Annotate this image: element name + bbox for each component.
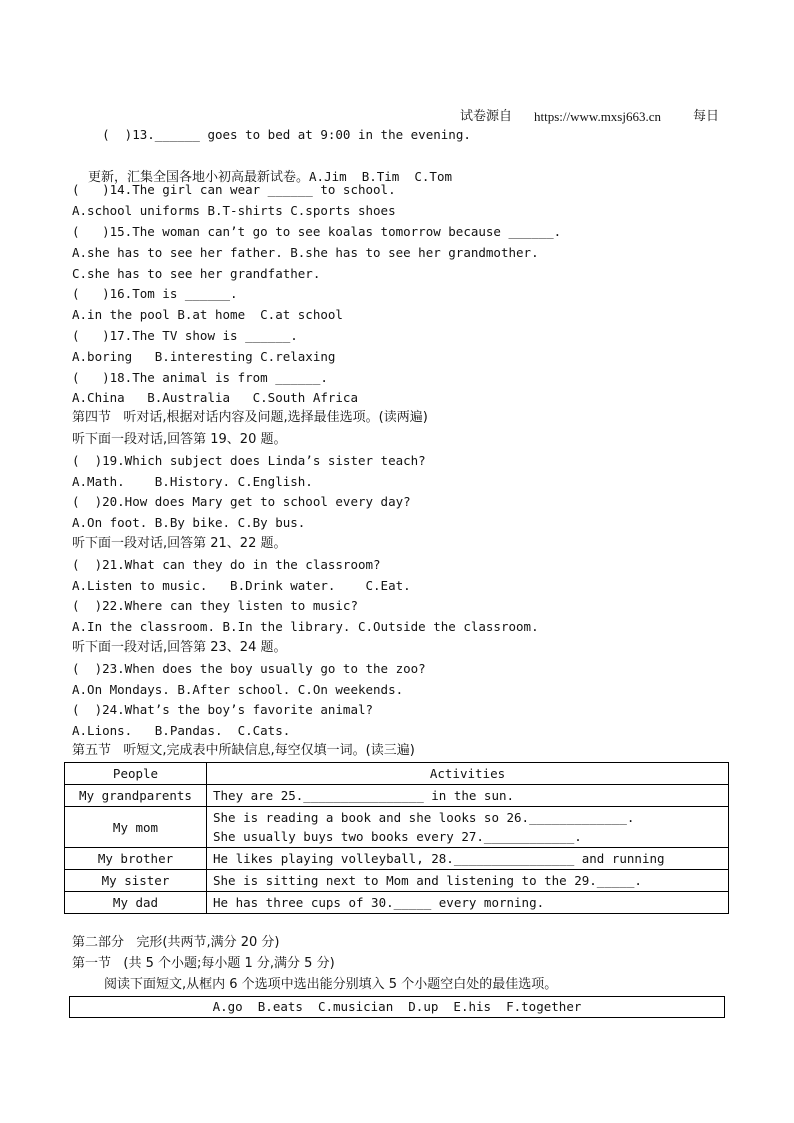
question-14: ( )14.The girl can wear ______ to school. <box>72 182 396 197</box>
question-16: ( )16.Tom is ______. <box>72 286 238 301</box>
table-row <box>65 892 729 914</box>
table-person: My mom <box>65 807 207 848</box>
table-activity: They are 25.________________ in the sun. <box>207 785 729 807</box>
question-18: ( )18.The animal is from ______. <box>72 370 328 385</box>
header-activities: Activities <box>207 763 729 785</box>
question-19: ( )19.Which subject does Linda’s sister teach? <box>72 453 426 468</box>
table-activity: He likes playing volleyball, 28.________________ and running <box>207 848 729 870</box>
question-13-options: A.Jim B.Tim C.Tom <box>309 169 453 184</box>
table-activity-multiline <box>207 807 729 848</box>
part-2-instruction: 阅读下面短文,从框内 6 个选项中选出能分别填入 5 个小题空白处的最佳选项。 <box>104 977 558 992</box>
table-person: My grandparents <box>65 785 207 807</box>
section-4-heading: 第四节 听对话,根据对话内容及问题,选择最佳选项。(读两遍) <box>72 410 428 425</box>
header-people: People <box>65 763 207 785</box>
question-23: ( )23.When does the boy usually go to the zoo? <box>72 661 426 676</box>
table-row <box>65 848 729 870</box>
dialogue-1-instruction: 听下面一段对话,回答第 19、20 题。 <box>72 432 287 447</box>
table-activity: She is sitting next to Mom and listening to the 29._____. <box>207 870 729 892</box>
section-5-heading: 第五节 听短文,完成表中所缺信息,每空仅填一词。(读三遍) <box>72 743 415 758</box>
daily-label: 每日 <box>693 109 720 124</box>
question-24-options: A.Lions. B.Pandas. C.Cats. <box>72 723 291 738</box>
table-row <box>65 785 729 807</box>
word-options-box: A.go B.eats C.musician D.up E.his F.together <box>69 996 725 1018</box>
table-row <box>65 870 729 892</box>
table-activity: He has three cups of 30._____ every morning. <box>207 892 729 914</box>
question-24: ( )24.What’s the boy’s favorite animal? <box>72 702 374 717</box>
question-14-options: A.school uniforms B.T-shirts C.sports shoes <box>72 203 396 218</box>
question-23-options: A.On Mondays. B.After school. C.On weekends. <box>72 682 404 697</box>
source-note-cn: 更新，汇集全国各地小初高最新试卷。 <box>88 170 310 185</box>
question-20-options: A.On foot. B.By bike. C.By bus. <box>72 515 306 530</box>
table-activity-line: She usually buys two books every 27.____________. <box>213 829 582 844</box>
question-15-option-c: C.she has to see her grandfather. <box>72 266 321 281</box>
table-activity-line: She is reading a book and she looks so 26._____________. <box>213 810 635 825</box>
table-person: My brother <box>65 848 207 870</box>
dialogue-2-instruction: 听下面一段对话,回答第 21、22 题。 <box>72 536 287 551</box>
source-url[interactable]: https://www.mxsj663.cn <box>534 109 661 124</box>
source-label: 试卷源自 <box>460 109 513 124</box>
table-row <box>65 807 729 848</box>
table-person: My dad <box>65 892 207 914</box>
info-table <box>64 762 729 914</box>
part-2-section-1: 第一节 (共 5 个小题;每小题 1 分,满分 5 分) <box>72 956 335 971</box>
question-15-options-ab: A.she has to see her father. B.she has to see her grandmother. <box>72 245 539 260</box>
question-19-options: A.Math. B.History. C.English. <box>72 474 313 489</box>
question-17: ( )17.The TV show is ______. <box>72 328 298 343</box>
question-15: ( )15.The woman can’t go to see koalas tomorrow because ______. <box>72 224 562 239</box>
question-21-options: A.Listen to music. B.Drink water. C.Eat. <box>72 578 411 593</box>
question-18-options: A.China B.Australia C.South Africa <box>72 390 358 405</box>
part-2-heading: 第二部分 完形(共两节,满分 20 分) <box>72 935 280 950</box>
question-22: ( )22.Where can they listen to music? <box>72 598 358 613</box>
question-17-options: A.boring B.interesting C.relaxing <box>72 349 336 364</box>
question-16-options: A.in the pool B.at home C.at school <box>72 307 343 322</box>
table-person: My sister <box>65 870 207 892</box>
question-13-text: ( )13.______ goes to bed at 9:00 in the evening. <box>102 127 471 142</box>
dialogue-3-instruction: 听下面一段对话,回答第 23、24 题。 <box>72 640 287 655</box>
table-header-row <box>65 763 729 785</box>
question-22-options: A.In the classroom. B.In the library. C.Outside the classroom. <box>72 619 539 634</box>
question-20: ( )20.How does Mary get to school every day? <box>72 494 411 509</box>
question-21: ( )21.What can they do in the classroom? <box>72 557 381 572</box>
